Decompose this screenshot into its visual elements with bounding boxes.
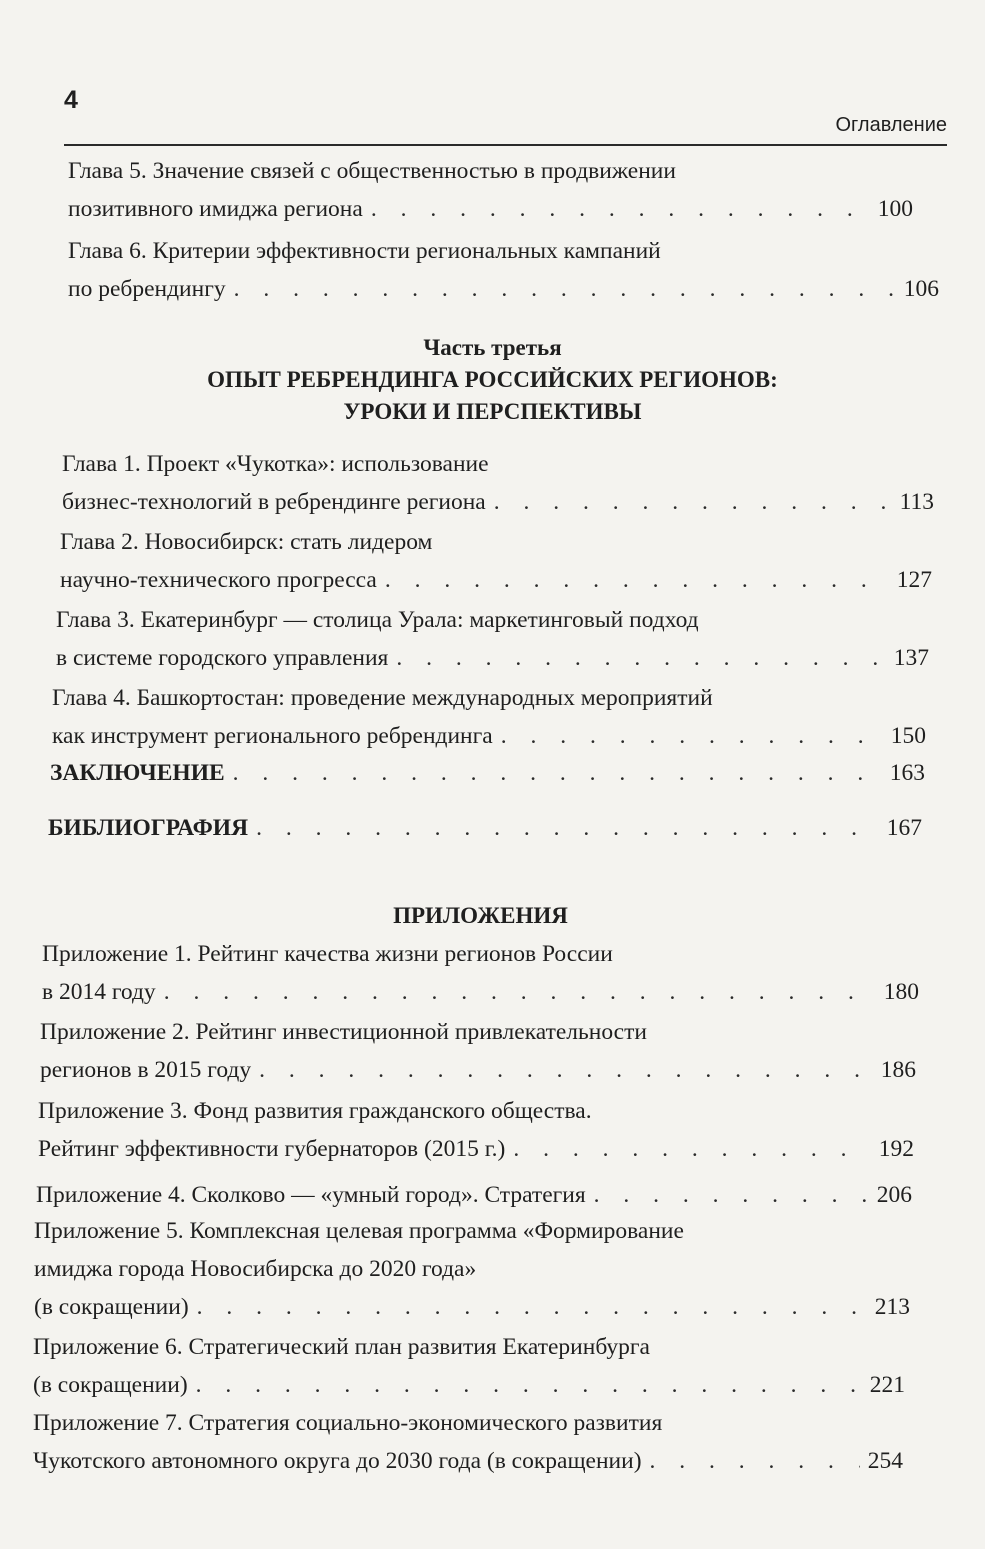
toc-page-number: 167 — [886, 815, 922, 841]
toc-entry-title: Приложение 5. Комплексная целевая программа «Формирование — [34, 1218, 684, 1244]
toc-entry — [34, 1212, 910, 1326]
toc-entry — [38, 1092, 914, 1168]
toc-entry-title: Глава 5. Значение связей с общественностью в продвижении — [68, 158, 676, 184]
toc-entry-title: Приложение 2. Рейтинг инвестиционной привлекательности — [40, 1019, 647, 1045]
running-title: Оглавление — [835, 114, 947, 136]
toc-entry — [42, 935, 919, 1011]
toc-entry — [68, 232, 939, 308]
toc-entry-title: Приложение 4. Сколково — «умный город». Стратегия — [36, 1182, 586, 1208]
toc-entry — [36, 1176, 912, 1214]
toc-page-number: 106 — [903, 276, 939, 302]
toc-entry — [52, 679, 926, 755]
toc-entry — [62, 445, 934, 521]
toc-page-number: 213 — [874, 1294, 910, 1320]
toc-page-number: 100 — [877, 196, 913, 222]
leader-dots — [371, 190, 870, 228]
appendices-heading: ПРИЛОЖЕНИЯ — [393, 903, 568, 928]
toc-entry-title-cont: научно-технического прогресса — [60, 567, 377, 593]
toc-entry-title: Приложение 6. Стратегический план развития Екатеринбурга — [33, 1334, 650, 1360]
toc-page-number: 206 — [876, 1182, 912, 1208]
conclusion-title: ЗАКЛЮЧЕНИЕ — [50, 760, 225, 786]
toc-entry-title: Глава 3. Екатеринбург — столица Урала: маркетинговый подход — [56, 607, 699, 633]
toc-entry-title: Глава 6. Критерии эффективности региональных кампаний — [68, 238, 661, 264]
part-label: Часть третья — [423, 335, 562, 360]
toc-entry-title: Глава 1. Проект «Чукотка»: использование — [62, 451, 489, 477]
toc-page-number: 150 — [890, 723, 926, 749]
leader-dots — [164, 973, 876, 1011]
leader-dots — [650, 1442, 860, 1480]
toc-page-number: 180 — [883, 979, 919, 1005]
toc-entry — [68, 152, 913, 228]
toc-entry-title-cont: бизнес-технологий в ребрендинге региона — [62, 489, 486, 515]
toc-entry-title-cont: позитивного имиджа региона — [68, 196, 363, 222]
bibliography-title: БИБЛИОГРАФИЯ — [48, 815, 249, 841]
toc-page-number: 113 — [899, 489, 934, 515]
toc-page-number: 221 — [869, 1372, 905, 1398]
toc-page-number: 163 — [889, 760, 925, 786]
toc-entry-title: Глава 4. Башкортостан: проведение международных мероприятий — [52, 685, 713, 711]
leader-dots — [396, 639, 885, 677]
toc-entry-title-cont: (в сокращении) — [33, 1372, 188, 1398]
toc-page-number: 254 — [867, 1448, 903, 1474]
toc-entry-title: Приложение 3. Фонд развития гражданского общества. — [38, 1098, 592, 1124]
leader-dots — [197, 1288, 867, 1326]
part-title-line1: ОПЫТ РЕБРЕНДИНГА РОССИЙСКИХ РЕГИОНОВ: — [207, 367, 778, 392]
leader-dots — [196, 1366, 862, 1404]
toc-page-number: 186 — [880, 1057, 916, 1083]
toc-entry-title: Приложение 1. Рейтинг качества жизни регионов России — [42, 941, 613, 967]
toc-entry-title: Глава 2. Новосибирск: стать лидером — [60, 529, 433, 555]
leader-dots — [594, 1176, 869, 1214]
toc-page-number: 137 — [893, 645, 929, 671]
toc-entry-title-cont: Рейтинг эффективности губернаторов (2015 г.) — [38, 1136, 506, 1162]
toc-entry-title-cont: в 2014 году — [42, 979, 156, 1005]
toc-page-number: 192 — [878, 1136, 914, 1162]
toc-entry — [33, 1404, 903, 1480]
leader-dots — [234, 270, 896, 308]
toc-entry — [33, 1328, 905, 1404]
toc-entry-title-cont: как инструмент регионального ребрендинга — [52, 723, 493, 749]
toc-entry-title: Приложение 7. Стратегия социально-экономического развития — [33, 1410, 663, 1436]
toc-entry — [48, 809, 922, 847]
leader-dots — [259, 1051, 873, 1089]
header-rule — [64, 144, 947, 146]
toc-entry — [50, 754, 925, 792]
toc-entry-title-cont: регионов в 2015 году — [40, 1057, 252, 1083]
toc-entry-title-cont: (в сокращении) — [34, 1294, 189, 1320]
toc-entry — [60, 523, 932, 599]
leader-dots — [256, 809, 879, 847]
leader-dots — [385, 561, 889, 599]
toc-page-number: 127 — [896, 567, 932, 593]
toc-entry-title-cont: в системе городского управления — [56, 645, 389, 671]
leader-dots — [513, 1130, 870, 1168]
toc-entry — [56, 601, 929, 677]
toc-entry — [40, 1013, 916, 1089]
part-title-line2: УРОКИ И ПЕРСПЕКТИВЫ — [343, 399, 642, 424]
leader-dots — [501, 717, 883, 755]
leader-dots — [494, 483, 892, 521]
toc-entry-title-cont: Чукотского автономного округа до 2030 года (в сокращении) — [33, 1448, 642, 1474]
toc-entry-title-cont: по ребрендингу — [68, 276, 226, 302]
page-number: 4 — [64, 86, 78, 114]
leader-dots — [233, 754, 882, 792]
toc-entry-title-cont: имиджа города Новосибирска до 2020 года» — [34, 1256, 477, 1282]
